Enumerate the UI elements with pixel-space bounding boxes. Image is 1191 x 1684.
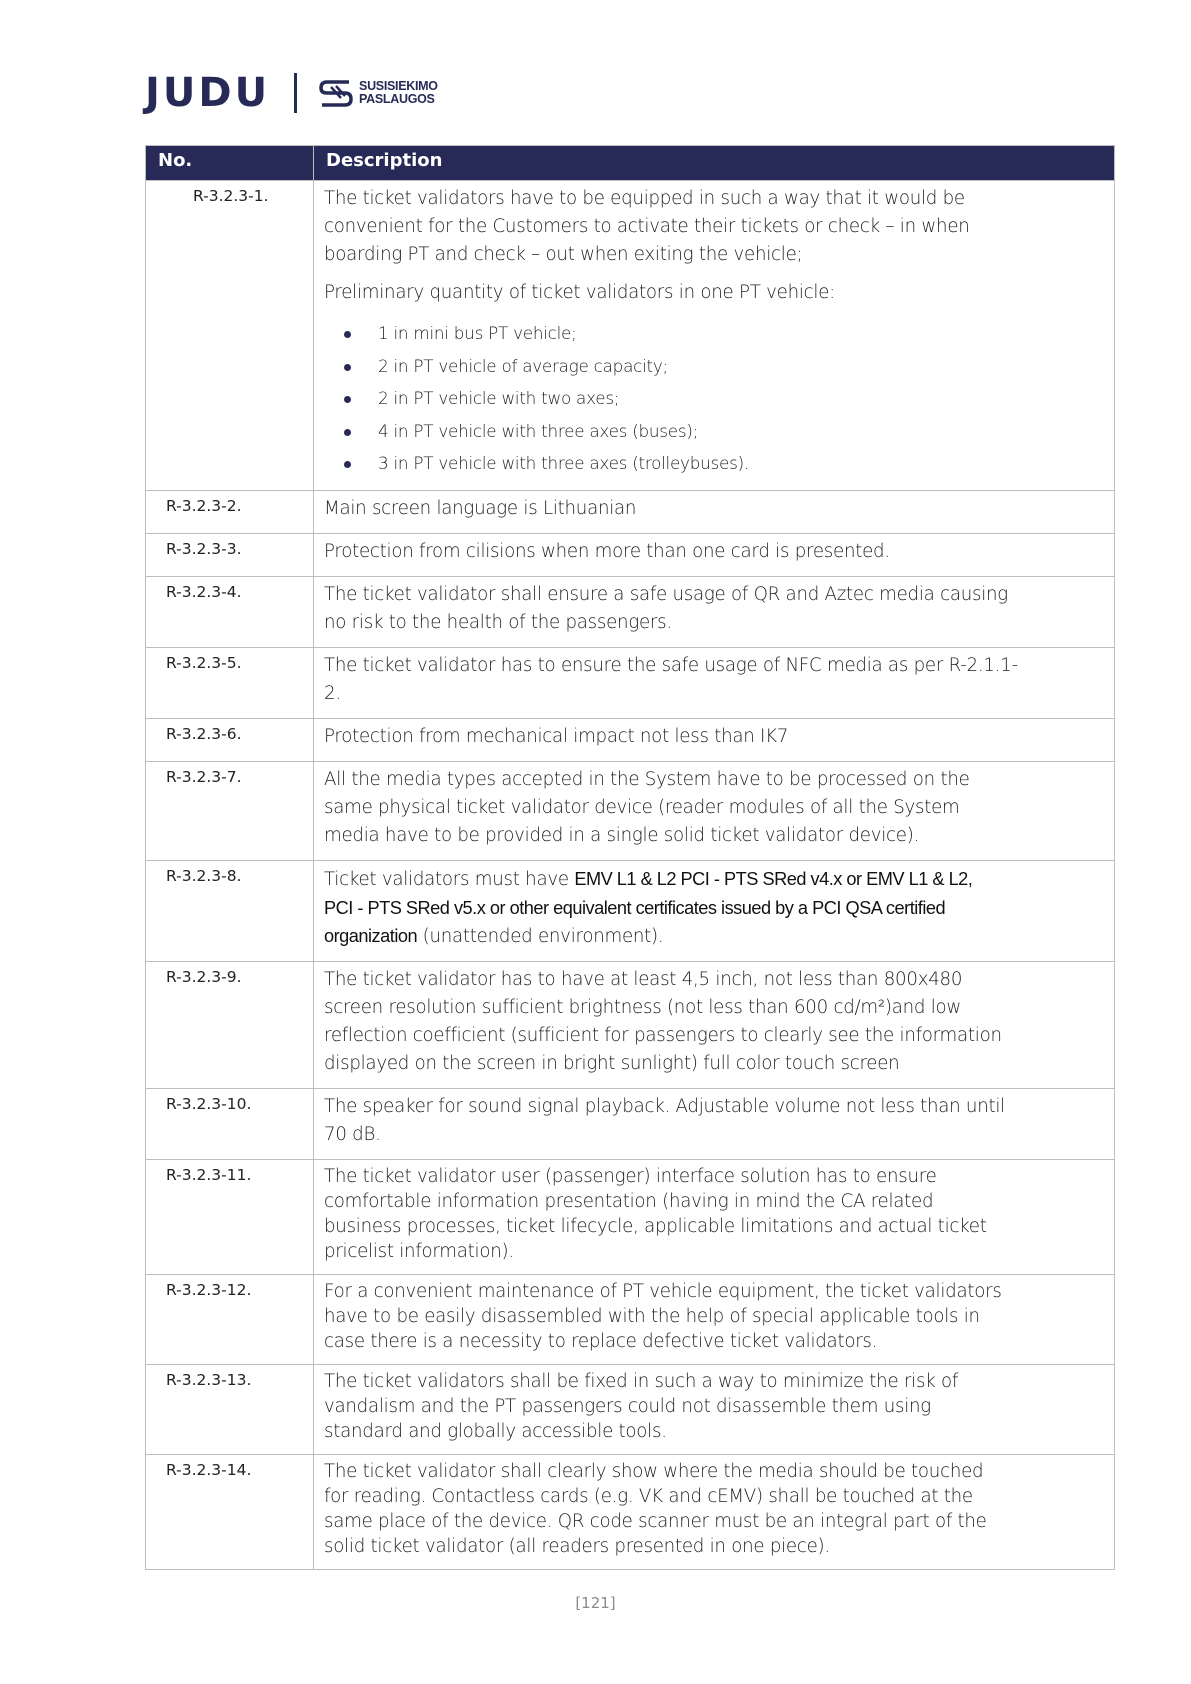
description-line: The ticket validator shall ensure a safe usage of QR and Aztec media causing (324, 583, 1008, 605)
description-line: All the media types accepted in the System have to be processed on the (324, 768, 970, 790)
table-row (146, 647, 1115, 718)
description-text: (unattended environment). (417, 925, 664, 947)
logo-divider (294, 73, 297, 113)
requirement-description (314, 1274, 1115, 1364)
description-line: case there is a necessity to replace defective ticket validators. (324, 1330, 878, 1352)
description-line: vandalism and the PT passengers could not disassemble them using (324, 1395, 931, 1417)
table-header (146, 146, 1115, 181)
description-line: The speaker for sound signal playback. Adjustable volume not less than until (324, 1095, 1005, 1117)
judu-logo: JUDU (145, 70, 271, 116)
table-row (146, 533, 1115, 576)
bullet-item: 3 in PT vehicle with three axes (trolleybuses). (324, 447, 1104, 480)
description-line: The ticket validator has to ensure the safe usage of NFC media as per R-2.1.1- (324, 654, 1018, 676)
description-line: reflection coefficient (sufficient for passengers to clearly see the information (324, 1024, 1002, 1046)
table-row (146, 1088, 1115, 1159)
requirement-description (314, 1364, 1115, 1454)
description-line: Protection from mechanical impact not less than IK7 (324, 725, 789, 747)
requirement-description (314, 490, 1115, 533)
requirement-description (314, 1159, 1115, 1274)
table-row (146, 1364, 1115, 1454)
requirement-number: R-3.2.3-3. (146, 533, 314, 576)
table-row (146, 718, 1115, 761)
table-row (146, 860, 1115, 961)
page-number: [121] (575, 1594, 616, 1612)
table-row (146, 181, 1115, 491)
requirement-description (314, 1088, 1115, 1159)
table-row (146, 1159, 1115, 1274)
description-line: For a convenient maintenance of PT vehicle equipment, the ticket validators (324, 1280, 1002, 1302)
bullet-item: 2 in PT vehicle with two axes; (324, 382, 1104, 415)
description-line: The ticket validators shall be fixed in such a way to minimize the risk of (324, 1370, 959, 1392)
header-logos (145, 68, 438, 118)
description-line: solid ticket validator (all readers presented in one piece). (324, 1535, 830, 1557)
description-line: have to be easily disassembled with the help of special applicable tools in (324, 1305, 980, 1327)
certificate-text: organization (324, 925, 418, 946)
susisiekimo-paslaugos-logo (319, 78, 438, 108)
table-row (146, 1274, 1115, 1364)
description-line: The ticket validators have to be equipped in such a way that it would be (324, 188, 965, 209)
description-line (324, 865, 1104, 894)
requirement-number: R-3.2.3-8. (146, 860, 314, 961)
sp-logo-icon (319, 78, 353, 108)
requirement-description (314, 718, 1115, 761)
requirement-description (314, 761, 1115, 860)
description-line: standard and globally accessible tools. (324, 1420, 667, 1442)
description-line: no risk to the health of the passengers. (324, 611, 672, 633)
description-line: media have to be provided in a single solid ticket validator device). (324, 824, 920, 846)
description-line: for reading. Contactless cards (e.g. VK and cEMV) shall be touched at the (324, 1485, 973, 1507)
requirement-number: R-3.2.3-2. (146, 490, 314, 533)
requirement-number: R-3.2.3-6. (146, 718, 314, 761)
requirement-number: R-3.2.3-1. (146, 181, 314, 491)
description-line: business processes, ticket lifecycle, applicable limitations and actual ticket (324, 1215, 987, 1237)
requirement-number: R-3.2.3-7. (146, 761, 314, 860)
requirement-number: R-3.2.3-12. (146, 1274, 314, 1364)
description-line: displayed on the screen in bright sunlight) full color touch screen (324, 1052, 900, 1074)
description-line: 70 dB. (324, 1123, 381, 1145)
table-row (146, 961, 1115, 1088)
bullet-item: 2 in PT vehicle of average capacity; (324, 350, 1104, 383)
description-line: Protection from cilisions when more than one card is presented. (324, 540, 890, 562)
requirement-description (314, 533, 1115, 576)
requirement-description (314, 1454, 1115, 1569)
table-row (146, 761, 1115, 860)
requirement-number: R-3.2.3-9. (146, 961, 314, 1088)
description-paragraph: Preliminary quantity of ticket validators in one PT vehicle: (324, 282, 836, 303)
table-row (146, 490, 1115, 533)
description-paragraph (324, 185, 1104, 269)
description-line: same physical ticket validator device (reader modules of all the System (324, 796, 960, 818)
requirement-number: R-3.2.3-4. (146, 576, 314, 647)
description-line: boarding PT and check – out when exiting the vehicle; (324, 244, 803, 265)
requirement-number: R-3.2.3-5. (146, 647, 314, 718)
description-line: The ticket validator user (passenger) interface solution has to ensure (324, 1165, 937, 1187)
description-line (324, 922, 1104, 951)
logo-line2: PASLAUGOS (359, 92, 435, 106)
description-line: Main screen language is Lithuanian (324, 497, 637, 519)
certificate-text: PCI - PTS SRed v5.x or other equivalent certificates issued by a PCI QSA certified (324, 897, 946, 918)
certificate-text: EMV L1 & L2 PCI - PTS SRed v4.x or EMV L1 & L2, (574, 868, 973, 889)
description-line: screen resolution sufficient brightness (not less than 600 cd/m²)and low (324, 996, 962, 1018)
requirements-table (145, 145, 1115, 1570)
requirement-number: R-3.2.3-14. (146, 1454, 314, 1569)
description-line: 2. (324, 682, 341, 704)
description-line: convenient for the Customers to activate their tickets or check – in when (324, 216, 970, 237)
requirement-description (314, 961, 1115, 1088)
description-line: same place of the device. QR code scanner must be an integral part of the (324, 1510, 987, 1532)
requirement-description (314, 860, 1115, 961)
column-header-no: No. (146, 146, 314, 181)
bullet-item: 4 in PT vehicle with three axes (buses); (324, 415, 1104, 448)
requirement-description (314, 576, 1115, 647)
description-line: The ticket validator shall clearly show where the media should be touched (324, 1460, 984, 1482)
requirement-number: R-3.2.3-10. (146, 1088, 314, 1159)
table-row (146, 576, 1115, 647)
requirement-number: R-3.2.3-13. (146, 1364, 314, 1454)
logo-line1: SUSISIEKIMO (359, 79, 438, 93)
requirement-number: R-3.2.3-11. (146, 1159, 314, 1274)
description-line: comfortable information presentation (having in mind the CA related (324, 1190, 934, 1212)
requirement-description (314, 181, 1115, 491)
requirement-description (314, 647, 1115, 718)
description-line: pricelist information). (324, 1240, 514, 1262)
description-line: The ticket validator has to have at least 4,5 inch, not less than 800x480 (324, 968, 963, 990)
bullet-item: 1 in mini bus PT vehicle; (324, 317, 1104, 350)
description-text: Ticket validators must have (324, 868, 575, 890)
bullet-list (324, 317, 1104, 480)
table-row (146, 1454, 1115, 1569)
column-header-description: Description (314, 146, 1115, 181)
